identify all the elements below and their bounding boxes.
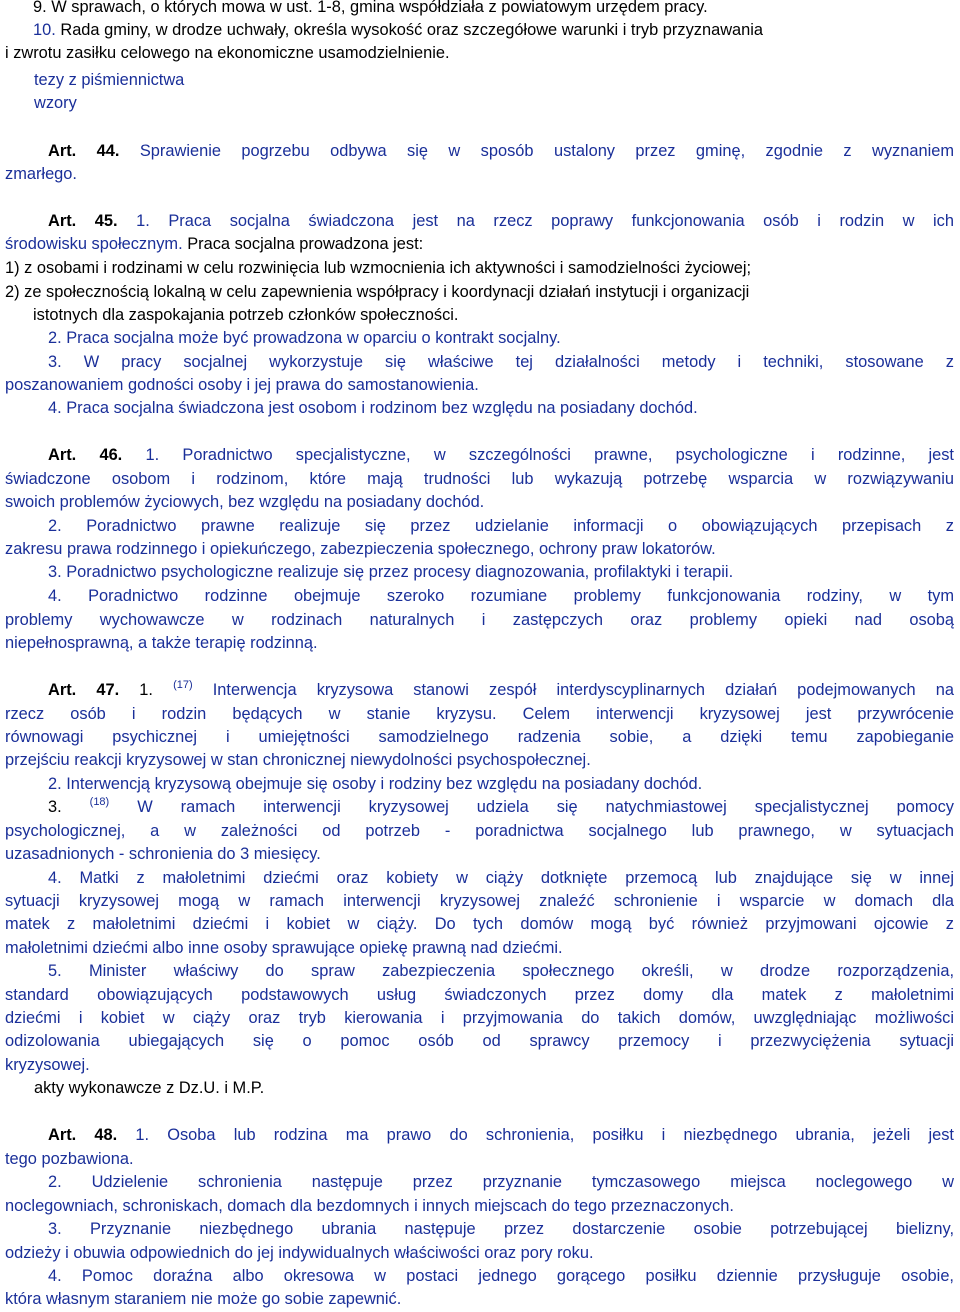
paragraph[interactable]: 4. Pomoc doraźna albo okresowa w postaci jednego gorącego posiłku dziennie przysługuje osobie, [48, 1267, 954, 1285]
text-line[interactable]: odizolowania ubiegających się o pomoc osób od sprawcy przemocy i przezwyciężenia sytuacji [5, 1032, 954, 1050]
text-line[interactable]: tego pozbawiona. [5, 1150, 134, 1168]
paragraph-number-link[interactable]: 10. [33, 21, 56, 39]
paragraph-number-link[interactable]: 3. [48, 563, 62, 581]
paragraph[interactable]: 4. Matki z małoletnimi dziećmi oraz kobiety w ciąży dotknięte przemocą lub znajdujące się w innej [48, 869, 954, 887]
article-45: Art. 45. 1. Praca socjalna świadczona jest na rzecz poprawy funkcjonowania osób i rodzin w ich [48, 212, 954, 230]
article-label: Art. 46. [48, 446, 123, 464]
text-line[interactable]: uzasadnionych - schronienia do 3 miesięcy. [5, 845, 321, 863]
article-44: Art. 44. Sprawienie pogrzebu odbywa się w sposób ustalony przez gminę, zgodnie z wyznaniem [48, 142, 954, 160]
paragraph-number-link[interactable]: 2. [48, 329, 62, 347]
list-item-10: 10. Rada gminy, w drodze uchwały, określa wysokość oraz szczegółowe warunki i tryb przyznawania [33, 21, 764, 39]
paragraph: 2. Praca socjalna może być prowadzona w oparciu o kontrakt socjalny. [48, 329, 561, 347]
theses-link[interactable]: tezy z piśmiennictwa [34, 71, 185, 89]
paragraph: 2. Poradnictwo prawne realizuje się przez udzielanie informacji o obowiązujących przepisach z [48, 517, 954, 535]
article-label: Art. 45. [48, 212, 118, 230]
paragraph: 3. Poradnictwo psychologiczne realizuje się przez procesy diagnozowania, profilaktyki i terapii. [48, 563, 734, 581]
list-item-9: 9. W sprawach, o których mowa w ust. 1-8, gmina współdziała z powiatowym urzędem pracy. [33, 0, 708, 16]
text-line[interactable]: kryzysowej. [5, 1056, 90, 1074]
text-line[interactable]: problemy wychowawcze w rodzinach naturalnych i zastępczych oraz problemy opieki nad osobą [5, 611, 954, 629]
text-line[interactable]: matek z małoletnimi dziećmi i kobiet w ciąży. Do tych domów mogą być również przyjmowani ojcowie z [5, 915, 954, 933]
paragraph: 4. Poradnictwo rodzinne obejmuje szeroko rozumiane problemy funkcjonowania rodziny, w tym [48, 587, 954, 605]
text-line[interactable]: niepełnosprawną, a także terapię rodzinną. [5, 634, 318, 652]
text-line[interactable]: noclegowniach, schroniskach, domach dla bezdomnych i innych miejscach do tego przeznaczonych. [5, 1197, 734, 1215]
paragraph[interactable]: 2. Udzielenie schronienia następuje przez przyznanie tymczasowego miejsca noclegowego w [48, 1173, 954, 1191]
text-line[interactable]: poszanowaniem godności osoby i jej prawa do samostanowienia. [5, 376, 479, 394]
text-line[interactable]: odzieży i obuwia odpowiednich do jej indywidualnych właściwości oraz pory roku. [5, 1244, 594, 1262]
text-line[interactable]: zmarłego. [5, 165, 77, 183]
paragraph: 3. $^{(18)}$ W ramach interwencji kryzysowej udziela się natychmiastowej specjalistycznej pomocy [48, 796, 954, 816]
article-label: Art. 47. [48, 681, 120, 699]
list-item: 1) z osobami i rodzinami w celu rozwinięcia lub wzmocnienia ich aktywności i samodzielności życiowej; [5, 259, 752, 277]
text-line[interactable]: zakresu prawa rodzinnego i opiekuńczego, zabezpieczenia społecznego, ochrony praw lokatorów. [5, 540, 716, 558]
text-line[interactable]: psychologicznej, a w zależności od potrzeb - poradnictwa socjalnego lub prawnego, w sytuacjach [5, 822, 954, 840]
text-line: i zwrotu zasiłku celowego na ekonomiczne usamodzielnienie. [5, 44, 450, 62]
paragraph[interactable]: 3. Przyznanie niezbędnego ubrania następuje przez dostarczenie osobie potrzebującej bielizny, [48, 1220, 954, 1238]
text-line: środowisku społecznym. Praca socjalna prowadzona jest: [5, 235, 424, 253]
list-item: 2) ze społecznością lokalną w celu zapewnienia współpracy i koordynacji działań instytucji i organizacji [5, 283, 750, 301]
text-line[interactable]: dziećmi i kobiet w ciąży oraz tryb kierowania i przyjmowania do takich domów, uwzględniając możliwości [5, 1009, 954, 1027]
article-label: Art. 48. [48, 1126, 118, 1144]
paragraph-number-link[interactable]: 2. [48, 517, 62, 535]
text-line[interactable]: rzecz osób i rodzin będących w stanie kryzysu. Celem interwencji kryzysowej jest przywrócenie [5, 705, 954, 723]
executive-acts-link[interactable]: akty wykonawcze z Dz.U. i M.P. [34, 1079, 265, 1097]
text-line[interactable]: małoletnimi dziećmi albo inne osoby sprawujące opiekę prawną nad dziećmi. [5, 939, 563, 957]
text-line: istotnych dla zaspokajania potrzeb członków społeczności. [33, 306, 459, 324]
text-line[interactable]: standard obowiązujących podstawowych usług świadczonych przez domy dla matek z małoletnimi [5, 986, 954, 1004]
text-line[interactable]: swoich problemów życiowych, bez względu na posiadany dochód. [5, 493, 485, 511]
footnote-ref-link[interactable]: (17) [173, 679, 193, 691]
text-line[interactable]: sytuacji kryzysowej mogą w ramach interwencji kryzysowej znaleźć schronienie i wsparcie w domach dla [5, 892, 954, 910]
text-line[interactable]: świadczone osobom i rodzinom, które mają trudności lub wykazują potrzebę wsparcia w rozwiązywaniu [5, 470, 954, 488]
article-46: Art. 46. 1. Poradnictwo specjalistyczne, w szczególności prawne, psychologiczne i rodzinne, jest [48, 446, 954, 464]
article-47: Art. 47. 1. $^{(17)}$ Interwencja kryzysowa stanowi zespół interdyscyplinarnych działań podejmowanych na [48, 679, 954, 699]
text-line[interactable]: która własnym staraniem nie może go sobie zapewnić. [5, 1290, 402, 1308]
templates-link[interactable]: wzory [34, 94, 77, 112]
article-48: Art. 48. 1. Osoba lub rodzina ma prawo do schronienia, posiłku i niezbędnego ubrania, jeżeli jest [48, 1126, 954, 1144]
paragraph-number-link[interactable]: 1. [145, 446, 160, 464]
paragraph-number-link[interactable]: 4. [48, 587, 62, 605]
paragraph[interactable]: 5. Minister właściwy do spraw zabezpieczenia społecznego określi, w drodze rozporządzenia, [48, 962, 954, 980]
paragraph-number-link[interactable]: 3. [48, 353, 62, 371]
paragraph[interactable]: 2. Interwencją kryzysową obejmuje się osoby i rodziny bez względu na posiadany dochód. [48, 775, 703, 793]
paragraph: 4. Praca socjalna świadczona jest osobom i rodzinom bez względu na posiadany dochód. [48, 399, 698, 417]
paragraph: 3. W pracy socjalnej wykorzystuje się właściwe tej działalności metody i techniki, stosowane z [48, 353, 954, 371]
article-label: Art. 44. [48, 142, 120, 160]
text-line[interactable]: przejściu reakcji kryzysowej w stan chronicznej niewydolności psychospołecznej. [5, 751, 591, 769]
paragraph-number-link[interactable]: 1. [136, 212, 150, 230]
text-line[interactable]: równowagi psychicznej i umiejętności samodzielnego radzenia sobie, a dzięki temu zapobieganie [5, 728, 954, 746]
paragraph-number-link[interactable]: 4. [48, 399, 62, 417]
footnote-ref-link[interactable]: (18) [89, 796, 110, 808]
